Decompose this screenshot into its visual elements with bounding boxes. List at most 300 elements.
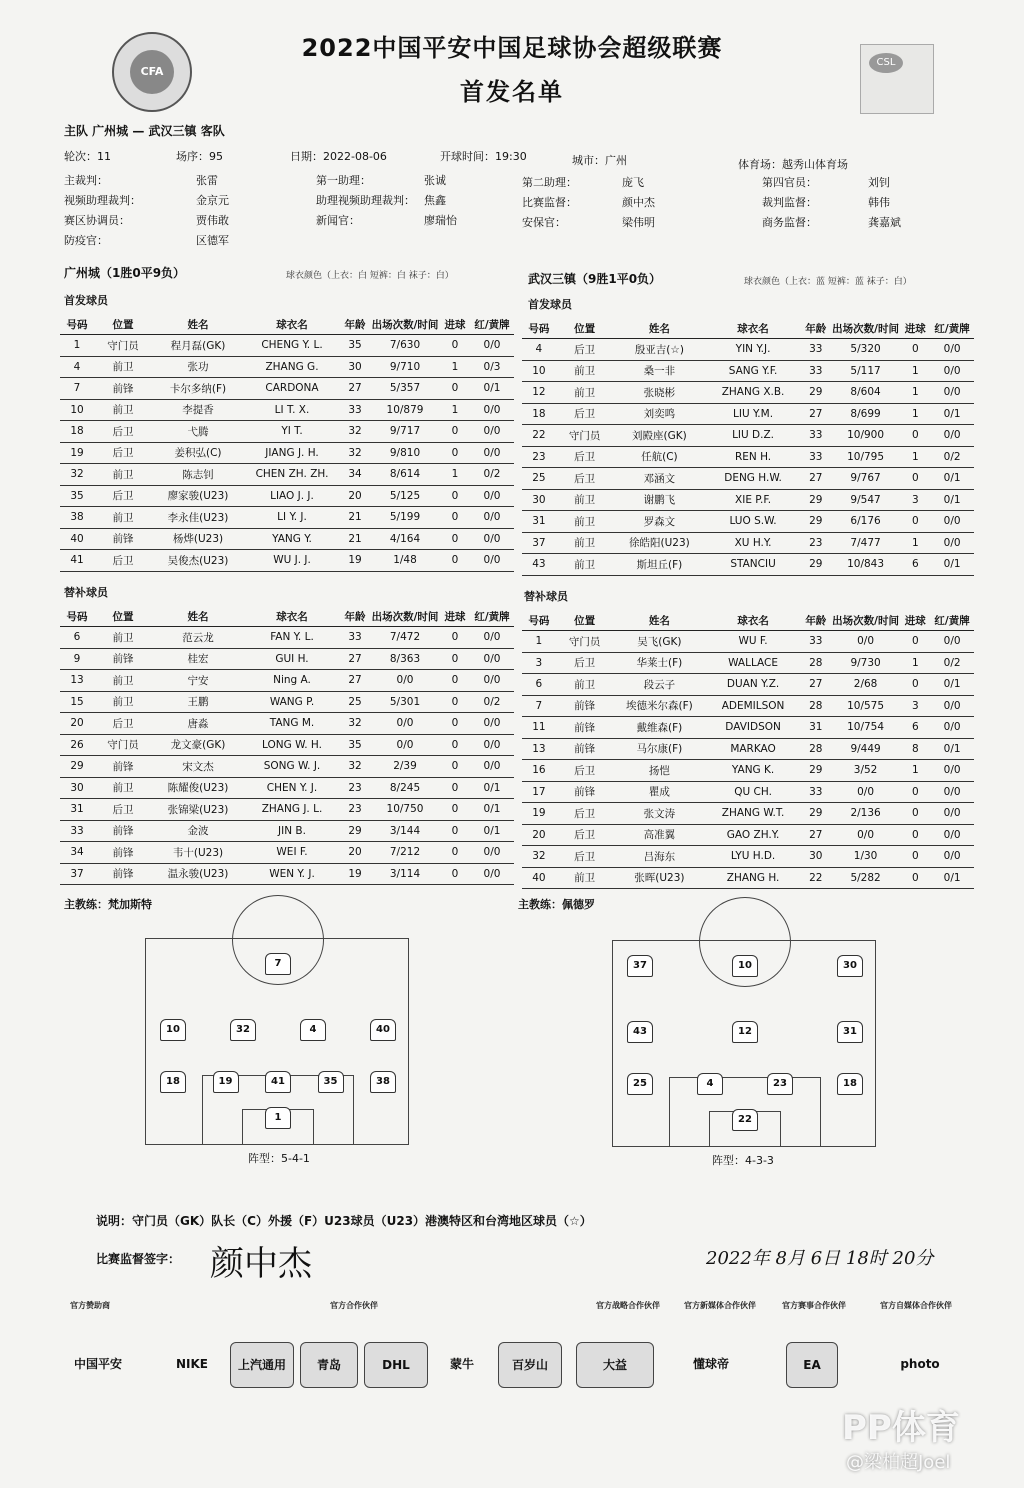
table-cell: 23 — [340, 799, 370, 821]
table-cell: 0 — [440, 842, 470, 864]
table-row — [522, 631, 974, 653]
table-cell: 5/282 — [831, 867, 901, 889]
table-cell: 0/0 — [470, 421, 514, 443]
table-row — [522, 554, 974, 576]
table-cell: 前锋 — [556, 717, 614, 739]
table-cell: 0/0 — [930, 360, 974, 382]
table-cell: 守门员 — [556, 425, 614, 447]
table-cell: 0 — [440, 691, 470, 713]
table-cell: 10/900 — [831, 425, 901, 447]
table-cell: 0/0 — [930, 532, 974, 554]
table-cell: 0 — [900, 867, 930, 889]
player-jersey: 7 — [265, 953, 291, 975]
sponsor-logo: 百岁山 — [498, 1342, 562, 1388]
table-row — [60, 734, 514, 756]
table-cell: 0/0 — [831, 631, 901, 653]
table-cell: 9/717 — [370, 421, 440, 443]
column-header: 位置 — [556, 318, 614, 339]
table-cell: LYU H.D. — [705, 846, 801, 868]
table-cell: 龙文豪(GK) — [152, 734, 244, 756]
table-cell: 后卫 — [94, 550, 152, 572]
table-row — [522, 738, 974, 760]
table-cell: 9/810 — [370, 442, 440, 464]
table-cell: 前卫 — [94, 464, 152, 486]
table-cell: 8/699 — [831, 403, 901, 425]
table-cell: 邓涵文 — [614, 468, 706, 490]
table-row — [522, 652, 974, 674]
table-cell: 程月磊(GK) — [152, 335, 244, 357]
table-cell: 前锋 — [94, 863, 152, 885]
pp-sports-watermark: PP体育 — [842, 1408, 960, 1448]
column-header: 位置 — [94, 314, 152, 335]
table-cell: 后卫 — [556, 468, 614, 490]
table-cell: 0/0 — [470, 842, 514, 864]
table-cell: 27 — [340, 670, 370, 692]
table-cell: 9/767 — [831, 468, 901, 490]
table-cell: 后卫 — [556, 760, 614, 782]
table-cell: 0/0 — [470, 756, 514, 778]
table-cell: WEI F. — [244, 842, 340, 864]
table-cell: 王鹏 — [152, 691, 244, 713]
table-cell: 0 — [440, 713, 470, 735]
official-role-label: 主裁判： — [64, 174, 108, 187]
table-cell: 0/0 — [930, 631, 974, 653]
table-cell: 后卫 — [556, 446, 614, 468]
table-cell: 1 — [60, 335, 94, 357]
table-cell: 前卫 — [556, 360, 614, 382]
table-cell: 0/0 — [930, 511, 974, 533]
official-name: 廖瑞怡 — [424, 214, 457, 227]
table-cell: 前卫 — [556, 554, 614, 576]
table-cell: 43 — [522, 554, 556, 576]
player-jersey: 25 — [627, 1073, 653, 1095]
table-cell: 0/1 — [470, 799, 514, 821]
table-cell: 4 — [522, 339, 556, 361]
table-cell: 0/0 — [930, 824, 974, 846]
kickoff-time: 开球时间：19:30 — [440, 150, 527, 163]
official-name: 颜中杰 — [622, 196, 655, 209]
table-cell: 27 — [801, 824, 831, 846]
table-cell: 后卫 — [556, 403, 614, 425]
table-cell: 张文涛 — [614, 803, 706, 825]
table-cell: 20 — [340, 842, 370, 864]
official-name: 张雷 — [196, 174, 218, 187]
table-cell: 斯坦丘(F) — [614, 554, 706, 576]
player-jersey: 32 — [230, 1019, 256, 1041]
table-cell: GAO ZH.Y. — [705, 824, 801, 846]
table-cell: 23 — [801, 532, 831, 554]
table-cell: 陈志钊 — [152, 464, 244, 486]
table-row — [522, 382, 974, 404]
table-row — [60, 820, 514, 842]
official-role-label: 视频助理裁判： — [64, 194, 141, 207]
table-cell: 张晓彬 — [614, 382, 706, 404]
table-cell: 32 — [340, 756, 370, 778]
table-cell: 33 — [60, 820, 94, 842]
table-cell: 0 — [440, 734, 470, 756]
table-cell: 20 — [340, 485, 370, 507]
table-cell: 0 — [900, 674, 930, 696]
table-cell: REN H. — [705, 446, 801, 468]
supervisor-signature-label: 比赛监督签字： — [96, 1252, 181, 1266]
column-header: 年龄 — [801, 610, 831, 631]
column-header: 红/黄牌 — [470, 606, 514, 627]
column-header: 球衣名 — [705, 610, 801, 631]
table-cell: 戴维森(F) — [614, 717, 706, 739]
table-cell: 姜积弘(C) — [152, 442, 244, 464]
table-cell: 19 — [340, 550, 370, 572]
table-cell: 11 — [522, 717, 556, 739]
official-name: 韩伟 — [868, 196, 890, 209]
table-cell: CHEN Y. J. — [244, 777, 340, 799]
signed-time: 2022年 8月 6日 18时 20分 — [706, 1248, 934, 1269]
table-row — [522, 695, 974, 717]
table-cell: 2/39 — [370, 756, 440, 778]
table-cell: 殷亚吉(☆) — [614, 339, 706, 361]
table-cell: 25 — [340, 691, 370, 713]
table-cell: 0/0 — [930, 717, 974, 739]
table-cell: 前锋 — [94, 378, 152, 400]
table-row — [522, 760, 974, 782]
table-cell: 4/164 — [370, 528, 440, 550]
city: 城市：广州 — [572, 154, 627, 167]
table-header-row — [60, 606, 514, 627]
table-row — [60, 485, 514, 507]
table-cell: 30 — [522, 489, 556, 511]
table-cell: 21 — [340, 507, 370, 529]
player-jersey: 10 — [160, 1019, 186, 1041]
column-header: 红/黄牌 — [930, 610, 974, 631]
player-jersey: 37 — [627, 955, 653, 977]
table-cell: LONG W. H. — [244, 734, 340, 756]
legend-note: 说明：守门员（GK）队长（C）外援（F）U23球员（U23）港澳特区和台湾地区球员（☆） — [96, 1214, 592, 1228]
table-cell: 0/0 — [930, 339, 974, 361]
table-cell: 范云龙 — [152, 627, 244, 649]
table-cell: 前锋 — [556, 781, 614, 803]
official-role-label: 第四官员： — [762, 176, 817, 189]
table-cell: 唐淼 — [152, 713, 244, 735]
column-header: 姓名 — [614, 610, 706, 631]
table-cell: LI T. X. — [244, 399, 340, 421]
table-cell: 0/0 — [470, 442, 514, 464]
table-cell: 0/1 — [930, 403, 974, 425]
table-cell: 3/114 — [370, 863, 440, 885]
table-cell: 扬恺 — [614, 760, 706, 782]
official-role-label: 助理视频助理裁判： — [316, 194, 415, 207]
player-jersey: 38 — [370, 1071, 396, 1093]
official-name: 金京元 — [196, 194, 229, 207]
column-header: 球衣名 — [244, 606, 340, 627]
official-role-label: 新闻官： — [316, 214, 360, 227]
table-cell: 前卫 — [94, 399, 152, 421]
table-row — [522, 511, 974, 533]
official-role-label: 赛区协调员： — [64, 214, 130, 227]
column-header: 号码 — [522, 318, 556, 339]
player-jersey: 18 — [160, 1071, 186, 1093]
table-cell: 35 — [340, 734, 370, 756]
table-cell: 后卫 — [94, 442, 152, 464]
table-cell: 29 — [801, 489, 831, 511]
table-cell: 0/0 — [470, 713, 514, 735]
table-cell: 0/2 — [470, 691, 514, 713]
table-cell: 前卫 — [94, 777, 152, 799]
table-cell: 32 — [522, 846, 556, 868]
table-cell: 28 — [801, 695, 831, 717]
table-cell: 29 — [801, 803, 831, 825]
table-row — [522, 339, 974, 361]
official-role-label: 第二助理： — [522, 176, 577, 189]
table-cell: 7 — [522, 695, 556, 717]
table-cell: 0/0 — [930, 781, 974, 803]
table-cell: 22 — [522, 425, 556, 447]
table-cell: TANG M. — [244, 713, 340, 735]
column-header: 年龄 — [340, 606, 370, 627]
table-cell: 0/0 — [930, 803, 974, 825]
column-header: 进球 — [900, 610, 930, 631]
table-cell: 1 — [522, 631, 556, 653]
cfa-logo-text: CFA — [130, 50, 174, 94]
table-cell: 32 — [340, 421, 370, 443]
table-cell: 18 — [522, 403, 556, 425]
player-jersey: 40 — [370, 1019, 396, 1041]
table-cell: 陈耀俊(U23) — [152, 777, 244, 799]
player-jersey: 41 — [265, 1071, 291, 1093]
table-cell: 34 — [60, 842, 94, 864]
table-cell: 5/320 — [831, 339, 901, 361]
table-cell: 刘殿座(GK) — [614, 425, 706, 447]
table-row — [60, 421, 514, 443]
player-jersey: 23 — [767, 1073, 793, 1095]
table-row — [60, 442, 514, 464]
table-cell: 32 — [60, 464, 94, 486]
player-jersey: 22 — [732, 1109, 758, 1131]
table-cell: 32 — [340, 713, 370, 735]
table-cell: LI Y. J. — [244, 507, 340, 529]
table-row — [60, 842, 514, 864]
table-cell: 0 — [440, 863, 470, 885]
table-cell: 6 — [900, 717, 930, 739]
table-cell: 0/0 — [470, 627, 514, 649]
home-formation: 阵型：5-4-1 — [248, 1152, 310, 1165]
table-row — [60, 550, 514, 572]
column-header: 号码 — [60, 606, 94, 627]
table-cell: 0/0 — [470, 528, 514, 550]
table-cell: 31 — [522, 511, 556, 533]
table-cell: XIE P.F. — [705, 489, 801, 511]
table-row — [60, 691, 514, 713]
table-cell: 0/0 — [930, 382, 974, 404]
table-cell: 8 — [900, 738, 930, 760]
table-cell: 前卫 — [94, 691, 152, 713]
column-header: 红/黄牌 — [470, 314, 514, 335]
sponsor-category-label: 官方赞助商 — [70, 1301, 110, 1310]
table-cell: 29 — [801, 554, 831, 576]
table-cell: ZHANG X.B. — [705, 382, 801, 404]
player-jersey: 18 — [837, 1073, 863, 1095]
table-cell: 1/48 — [370, 550, 440, 572]
table-cell: 40 — [60, 528, 94, 550]
table-cell: 7/212 — [370, 842, 440, 864]
official-role-label: 防疫官： — [64, 234, 108, 247]
table-cell: 10/879 — [370, 399, 440, 421]
teams-line: 主队 广州城 — 武汉三镇 客队 — [64, 124, 225, 138]
table-cell: ADEMILSON — [705, 695, 801, 717]
table-cell: 吴俊杰(U23) — [152, 550, 244, 572]
table-row — [60, 335, 514, 357]
table-cell: 13 — [60, 670, 94, 692]
table-cell: CARDONA — [244, 378, 340, 400]
official-name: 龚嘉斌 — [868, 216, 901, 229]
sponsor-logo: 懂球帝 — [692, 1357, 729, 1371]
table-cell: 前锋 — [94, 820, 152, 842]
table-cell: 21 — [340, 528, 370, 550]
table-cell: 0/0 — [370, 734, 440, 756]
table-cell: 后卫 — [556, 803, 614, 825]
table-cell: 0 — [440, 820, 470, 842]
table-row — [522, 803, 974, 825]
table-cell: 0 — [440, 799, 470, 821]
table-cell: YANG K. — [705, 760, 801, 782]
table-cell: 0 — [900, 511, 930, 533]
table-header-row — [522, 610, 974, 631]
table-cell: 30 — [60, 777, 94, 799]
table-row — [60, 648, 514, 670]
official-role-label: 比赛监督： — [522, 196, 577, 209]
table-cell: 后卫 — [94, 421, 152, 443]
table-cell: 0/1 — [930, 674, 974, 696]
table-cell: 0/1 — [470, 378, 514, 400]
table-cell: CHENG Y. L. — [244, 335, 340, 357]
sponsor-logo: 大益 — [576, 1342, 654, 1388]
table-cell: 宋文杰 — [152, 756, 244, 778]
table-cell: YANG Y. — [244, 528, 340, 550]
table-cell: 35 — [340, 335, 370, 357]
table-cell: 10/843 — [831, 554, 901, 576]
table-cell: 31 — [801, 717, 831, 739]
column-header: 出场次数/时间 — [831, 610, 901, 631]
table-cell: 27 — [340, 648, 370, 670]
table-cell: 19 — [60, 442, 94, 464]
table-cell: MARKAO — [705, 738, 801, 760]
table-row — [60, 713, 514, 735]
table-cell: 0/1 — [470, 820, 514, 842]
table-cell: 7/477 — [831, 532, 901, 554]
player-jersey: 30 — [837, 955, 863, 977]
table-cell: 1 — [900, 652, 930, 674]
table-cell: 29 — [340, 820, 370, 842]
table-cell: 8/245 — [370, 777, 440, 799]
table-cell: 9/710 — [370, 356, 440, 378]
table-cell: 30 — [340, 356, 370, 378]
table-cell: 后卫 — [556, 652, 614, 674]
table-cell: 0/2 — [470, 464, 514, 486]
table-cell: 宁安 — [152, 670, 244, 692]
table-row — [522, 489, 974, 511]
column-header: 球衣名 — [244, 314, 340, 335]
column-header: 进球 — [900, 318, 930, 339]
table-cell: 谢鹏飞 — [614, 489, 706, 511]
table-row — [522, 468, 974, 490]
sponsor-category-label: 官方赛事合作伙伴 — [782, 1301, 846, 1310]
table-cell: 前卫 — [556, 489, 614, 511]
table-cell: 0 — [900, 824, 930, 846]
away-starters-label: 首发球员 — [528, 298, 572, 311]
table-cell: DENG H.W. — [705, 468, 801, 490]
table-cell: 37 — [522, 532, 556, 554]
table-cell: 3 — [900, 489, 930, 511]
sponsor-category-label: 官方战略合作伙伴 — [596, 1301, 660, 1310]
document-title: 2022中国平安中国足球协会超级联赛 — [301, 34, 723, 62]
column-header: 红/黄牌 — [930, 318, 974, 339]
table-header-row — [60, 314, 514, 335]
table-cell: 0/0 — [470, 399, 514, 421]
player-jersey: 4 — [697, 1073, 723, 1095]
sponsor-logo: NIKE — [175, 1357, 208, 1371]
table-cell: 前锋 — [556, 695, 614, 717]
table-cell: 0 — [900, 631, 930, 653]
table-cell: 任航(C) — [614, 446, 706, 468]
table-cell: 0/0 — [930, 695, 974, 717]
table-cell: 38 — [60, 507, 94, 529]
table-cell: 0 — [440, 421, 470, 443]
table-cell: 高准翼 — [614, 824, 706, 846]
table-cell: 0/1 — [470, 777, 514, 799]
table-cell: 15 — [60, 691, 94, 713]
table-cell: 5/301 — [370, 691, 440, 713]
table-cell: 0 — [440, 378, 470, 400]
table-cell: 9/547 — [831, 489, 901, 511]
column-header: 进球 — [440, 314, 470, 335]
table-cell: 23 — [522, 446, 556, 468]
table-cell: 29 — [801, 382, 831, 404]
table-cell: 0 — [440, 648, 470, 670]
table-cell: 韦十(U23) — [152, 842, 244, 864]
table-cell: 10/575 — [831, 695, 901, 717]
table-cell: 33 — [801, 781, 831, 803]
table-cell: 前卫 — [94, 670, 152, 692]
table-cell: 马尔康(F) — [614, 738, 706, 760]
table-cell: 1 — [440, 399, 470, 421]
table-row — [522, 446, 974, 468]
table-cell: 前锋 — [94, 842, 152, 864]
table-cell: 0 — [440, 627, 470, 649]
table-cell: 10 — [60, 399, 94, 421]
table-cell: 卡尔多纳(F) — [152, 378, 244, 400]
table-cell: 10/795 — [831, 446, 901, 468]
table-cell: QU CH. — [705, 781, 801, 803]
official-name: 焦鑫 — [424, 194, 446, 207]
table-cell: 前卫 — [94, 507, 152, 529]
table-cell: 杨烨(U23) — [152, 528, 244, 550]
table-cell: 前锋 — [94, 528, 152, 550]
table-cell: 10/754 — [831, 717, 901, 739]
table-cell: 0 — [900, 781, 930, 803]
column-header: 出场次数/时间 — [831, 318, 901, 339]
table-cell: 0 — [900, 425, 930, 447]
table-row — [522, 781, 974, 803]
column-header: 位置 — [94, 606, 152, 627]
table-cell: 33 — [801, 339, 831, 361]
column-header: 姓名 — [152, 606, 244, 627]
home-starters-label: 首发球员 — [64, 294, 108, 307]
official-role-label: 安保官： — [522, 216, 566, 229]
table-cell: 10 — [522, 360, 556, 382]
away-formation-pitch — [612, 940, 876, 1147]
table-cell: 前卫 — [556, 532, 614, 554]
table-cell: ZHANG J. L. — [244, 799, 340, 821]
table-cell: 33 — [340, 627, 370, 649]
table-cell: DUAN Y.Z. — [705, 674, 801, 696]
